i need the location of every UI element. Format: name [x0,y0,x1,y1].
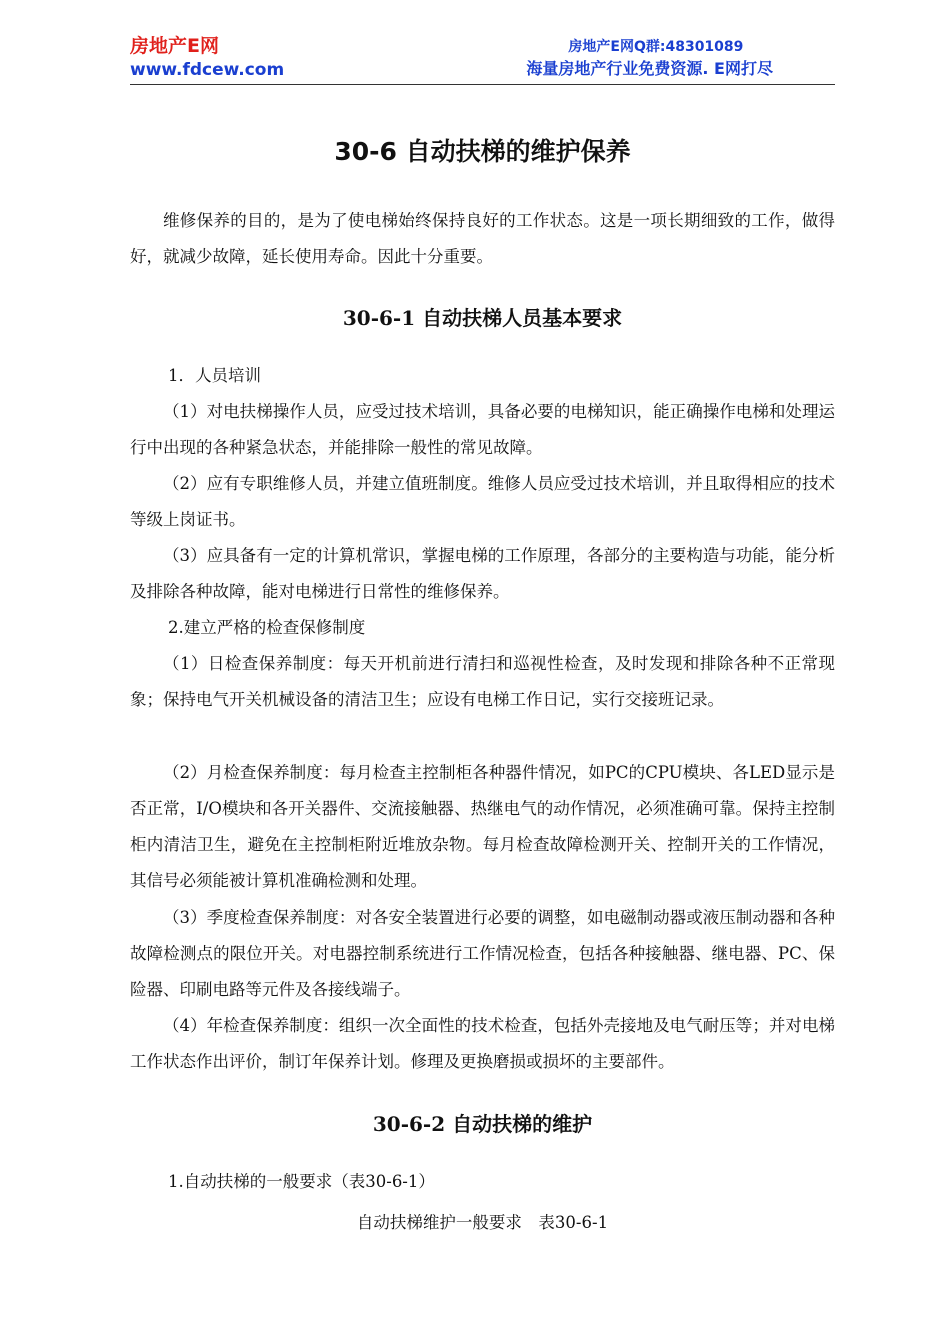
paragraph-7: （4）年检查保养制度：组织一次全面性的技术检查，包括外壳接地及电气耐压等；并对电梯工作状态作出评价，制订年保养计划。修理及更换磨损或损坏的主要部件。 [130,1016,835,1071]
section-heading-2: 30-6-2 自动扶梯的维护 [372,1112,593,1136]
site-url[interactable]: www.fdcew.com [130,60,285,80]
paragraph-1: （1）对电扶梯操作人员，应受过技术培训，具备必要的电梯知识，能正确操作电梯和处理运行中出现的各种紧急状态，并能排除一般性的常见故障。 [130,402,835,457]
intro-paragraph: 维修保养的目的，是为了使电梯始终保持良好的工作状态。这是一项长期细致的工作，做得好，就减少故障，延长使用寿命。因此十分重要。 [130,211,835,266]
header-right [526,36,773,80]
qq-group: 房地产E网Q群:48301089 [568,39,744,55]
list-item-training: 1．人员培训 [168,366,261,385]
page-title: 30-6 自动扶梯的维护保养 [334,137,631,166]
section-heading-1: 30-6-1 自动扶梯人员基本要求 [342,306,623,330]
paragraph-4: （1）日检查保养制度：每天开机前进行清扫和巡视性检查，及时发现和排除各种不正常现象；保持电气开关机械设备的清洁卫生；应设有电梯工作日记，实行交接班记录。 [130,654,835,709]
site-name: 房地产E网 [130,35,219,57]
slogan: 海量房地产行业免费资源. E网打尽 [526,59,773,78]
paragraph-6: （3）季度检查保养制度：对各安全装置进行必要的调整，如电磁制动器或液压制动器和各种故障检测点的限位开关。对电器控制系统进行工作情况检查，包括各种接触器、继电器、PC、保险器、印刷电路等元件及各接线端子。 [130,908,835,999]
paragraph-2: （2）应有专职维修人员，并建立值班制度。维修人员应受过技术培训，并且取得相应的技术等级上岗证书。 [130,474,835,529]
paragraph-5: （2）月检查保养制度：每月检查主控制柜各种器件情况，如PC的CPU模块、各LED显示是否正常，I/O模块和各开关器件、交流接触器、热继电气的动作情况，必须准确可靠。保持主控制柜内清洁卫生，避免在主控制柜附近堆放杂物。每月检查故障检测开关、控制开关的工作情况，其信号必须能被计算机准确检测和处理。 [130,763,835,890]
list-item-inspection: 2.建立严格的检查保修制度 [168,618,366,637]
page-header [130,32,835,85]
table-caption: 自动扶梯维护一般要求 表30-6-1 [356,1213,609,1232]
header-left [130,34,284,82]
list-item-general-requirements: 1.自动扶梯的一般要求（表30-6-1） [168,1172,435,1191]
paragraph-3: （3）应具备有一定的计算机常识，掌握电梯的工作原理，各部分的主要构造与功能，能分析及排除各种故障，能对电梯进行日常性的维修保养。 [130,546,835,601]
